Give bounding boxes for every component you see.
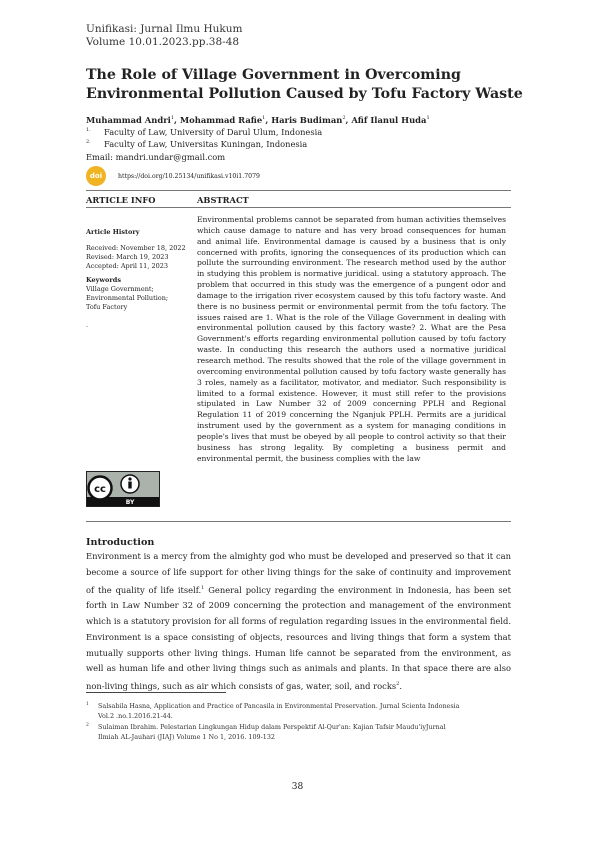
footnote-number: 2	[86, 723, 89, 728]
cc-by-icon	[87, 472, 159, 506]
doi-row	[86, 166, 260, 186]
footnote-ref[interactable]: 2	[396, 681, 400, 688]
corresponding-email: Email: mandri.undar@gmail.com	[86, 152, 226, 162]
paragraph-part: General policy regarding the environment in Indonesia, has been set forth in Law Number 32 of 2009 concerning the protection and management of the environment which is a statutory provision for all forms of regulation regarding issues in the environmental field. Environment is a space consisting of objects, resources and living things that form a system that mutually supports other living things. Human life cannot be separated from the environment, as well as human life and other living things such as animals and plants. In that space there are also non-living things, such as air which consists of gas, water, soil, and rocks	[86, 584, 511, 691]
footnote-text: Vol.2 .no.1.2016.21-44.	[98, 711, 173, 720]
author-aff: 2	[342, 115, 346, 122]
accepted-date: Accepted: April 11, 2023	[86, 262, 168, 270]
footnote-text: Sulaiman Ibrahim. Pelestarian Lingkungan Hidup dalam Perspektif Al-Qur'an: Kajian Tafsir Maudu'iyJurnal	[98, 723, 446, 732]
paragraph-part: Environment is a mercy from the almighty god who must be developed and preserved so that it can become a source of life support for other living things for the sake of continuity and improvement of the quality of life itself.	[86, 551, 511, 595]
affiliation-text: Faculty of Law, Universitas Kuningan, Indonesia	[104, 139, 308, 149]
abstract-text: Environmental problems cannot be separated from human activities themselves which cause damage to nature and has very broad consequences for human and animal life. Environmental damage is caused by a business that is only concerned with profits, ignoring the consequences of its production which can pollute the surrounding environment. The research method used by the author in studying this problem is normative juridical. using a statutory approach. The problem that occurred in this study was the emergence of a pungent odor and damage to the irrigation river ecosystem caused by this tofu factory waste. And there is no business permit or environmental permit from the tofu factory. The issues raised are 1. What is the role of the Village Government in dealing with environmental pollution caused by this factory waste? 2. What are the Pesa Government's efforts regarding environmental pollution caused by tofu factory waste. In conducting this research the authors used a normative juridical research method. The results showed that the role of the village government in overcoming environmental pollution caused by tofu factory waste generally has 3 roles, namely as a facilitator, motivator, and mediator. Such responsibility is limited to a formal existence. However, it must still refer to the provisions stipulated in Law Number 32 of 2009 concerning PPLH and Regional Regulation 11 of 2019 concerning the Nganjuk PPLH. Permits are a juridical instrument used by the government as a system for managing conditions in people's lives that must be obeyed by all people to control activity so that their business has strong legality. By completing a business permit and environmental permit, the business complies with the law	[197, 215, 506, 463]
article-info-heading: ARTICLE INFO	[86, 195, 156, 205]
doi-icon: doi	[86, 166, 106, 186]
footnote-ref[interactable]: 1	[201, 584, 205, 591]
divider	[86, 521, 511, 522]
footnote	[86, 721, 511, 742]
author-name: Mohammad Rafie	[179, 115, 263, 125]
revised-date: Revised: March 19, 2023	[86, 253, 169, 261]
history-label: Article History	[86, 228, 140, 236]
keywords-label: Keywords	[86, 276, 121, 284]
abstract-heading: ABSTRACT	[197, 195, 249, 205]
divider	[86, 207, 511, 208]
keyword: Village Government;	[86, 285, 154, 293]
section-heading-introduction: Introduction	[86, 537, 155, 548]
affiliation-text: Faculty of Law, University of Darul Ulum, Indonesia	[104, 127, 323, 137]
paper-title: The Role of Village Government in Overcoming Environmental Pollution Caused by Tofu Factory Waste	[86, 67, 523, 102]
journal-volume: Volume 10.01.2023.pp.38-48	[86, 36, 240, 48]
author-name: Haris Budiman	[271, 115, 343, 125]
author-aff: 1	[170, 115, 175, 122]
footnote-number: 1	[86, 702, 89, 707]
author-sep: ,	[265, 115, 272, 125]
affiliation	[86, 127, 322, 137]
affiliation	[86, 139, 307, 149]
author-sep: ,	[345, 115, 352, 125]
keyword: Environmental Pollution;	[86, 294, 169, 302]
cc-by-license-badge[interactable]	[86, 471, 160, 507]
journal-header	[86, 23, 243, 49]
footnote-separator	[86, 692, 226, 693]
author-aff: 1	[262, 115, 266, 122]
affiliation-number: 2.	[86, 139, 91, 146]
footnote-text: Ilmiah AL-Jauhari (JIAJ) Volume 1 No 1, 2016. 109-132	[98, 732, 275, 741]
author-sep: ,	[174, 115, 180, 125]
page-number: 38	[291, 782, 304, 792]
article-history	[86, 228, 186, 330]
author-name: Afif Ilanul Huda	[351, 115, 427, 125]
divider	[86, 190, 511, 191]
footnote	[86, 700, 511, 721]
author-list	[86, 115, 430, 125]
doi-link[interactable]: https://doi.org/10.25134/unifikasi.v10i1.7079	[118, 172, 260, 180]
received-date: Received: November 18, 2022	[86, 244, 186, 252]
affiliation-number: 1.	[86, 127, 91, 134]
author-name: Muhammad Andri	[86, 115, 171, 125]
cc-text: cc	[94, 484, 106, 495]
by-text: BY	[125, 499, 135, 506]
stray-dot: .	[86, 321, 89, 329]
introduction-paragraph	[86, 549, 511, 695]
paragraph-part: .	[399, 680, 402, 691]
author-aff: 1	[426, 115, 430, 122]
footnote-text: Salsabila Hasna, Application and Practice of Pancasila in Environmental Preservation. Jurnal Scienta Indonesia	[98, 702, 460, 711]
journal-name: Unifikasi: Jurnal Ilmu Hukum	[86, 23, 243, 35]
keyword: Tofu Factory	[86, 303, 128, 311]
